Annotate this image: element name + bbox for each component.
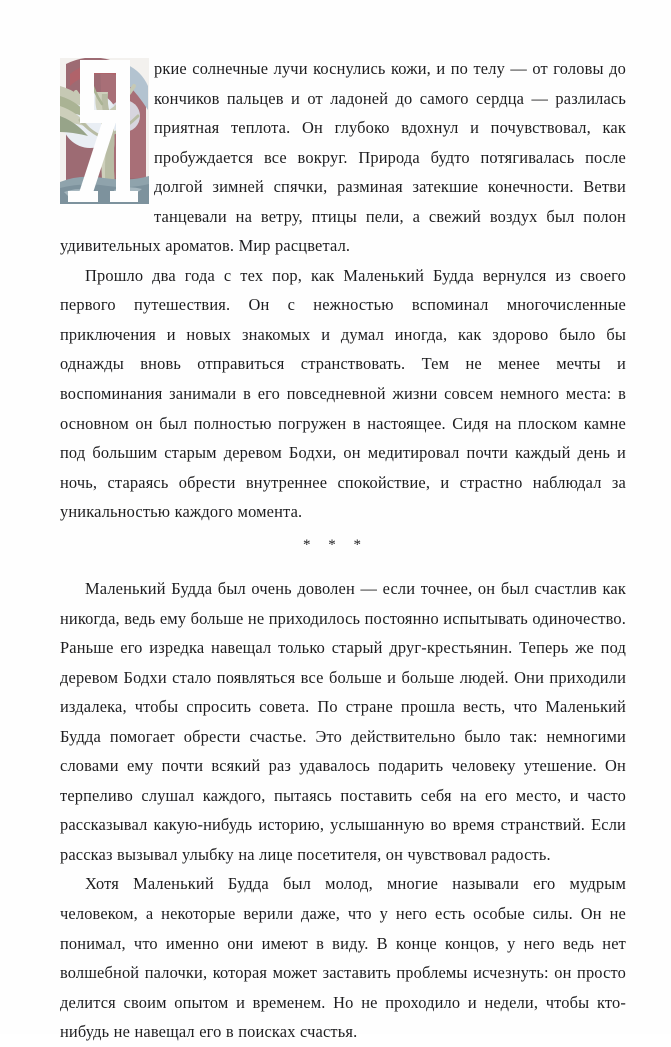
paragraph-3-text: Маленький Будда был очень доволен — если точнее, он был счастлив как никогда, ведь ему больше не приходилось постоянно испытывать одиночество. Раньше его изредка навещал только старый друг-крестьянин. Теперь же под деревом Бодхи стало появляться все больше и больше людей. Они приходили издалека, чтобы спросить совета. По стране прошла весть, что Маленький Будда помогает обрести счастье. Это действительно было так: немногими словами ему почти всякий раз удавалось подарить человеку утешение. Он терпеливо слушал каждого, пытаясь поставить себя на его место, и часто рассказывал какую-нибудь историю, услышанную во время странствий. Если рассказ вызывал улыбку на лице посетителя, он чувствовал радость.	[60, 579, 626, 864]
paragraph-2-text: Прошло два года с тех пор, как Маленький Будда вернулся из своего первого путешествия. Он с нежностью вспоминал многочисленные приключения и новых знакомых и думал иногда, как здорово было бы однажды вновь отправиться странствовать. Тем не менее мечты и воспоминания занимали в его повседневной жизни совсем немного места: в основном он был полностью погружен в настоящее. Сидя на плоском камне под большим старым деревом Бодхи, он медитировал почти каждый день и ночь, стараясь обрести внутреннее спокойствие, и страстно наблюдал за уникальностью каждого момента.	[60, 265, 626, 522]
section-divider-asterisks: * * *	[303, 537, 368, 553]
text-column-upper	[60, 54, 626, 527]
text-column-lower	[60, 574, 626, 1047]
paragraph-2	[60, 261, 626, 527]
paragraph-1	[60, 54, 626, 261]
decorative-dropcap-illustration	[60, 58, 149, 204]
paragraph-1-text: ркие солнечные лучи коснулись кожи, и по телу — от головы до кончиков пальцев и от ладоней до самого сердца — разлилась приятная теплота. Он глубоко вдохнул и почувствовал, как пробуждается все вокруг. Природа будто потягивалась после долгой зимней спячки, разминая затекшие конечности. Ветви танцевали на ветру, птицы пели, а свежий воздух был полон удивительных ароматов. Мир расцветал.	[60, 59, 626, 256]
paragraph-4	[60, 869, 626, 1046]
paragraph-3	[60, 574, 626, 869]
paragraph-4-text: Хотя Маленький Будда был молод, многие называли его мудрым человеком, а некоторые верили даже, что у него есть особые силы. Он не понимал, что именно они имеют в виду. В конце концов, у него ведь нет волшебной палочки, которая может заставить проблемы исчезнуть: он просто делится своим опытом и временем. Но не проходило и недели, чтобы кто-нибудь не навещал его в поисках счастья.	[60, 874, 626, 1042]
